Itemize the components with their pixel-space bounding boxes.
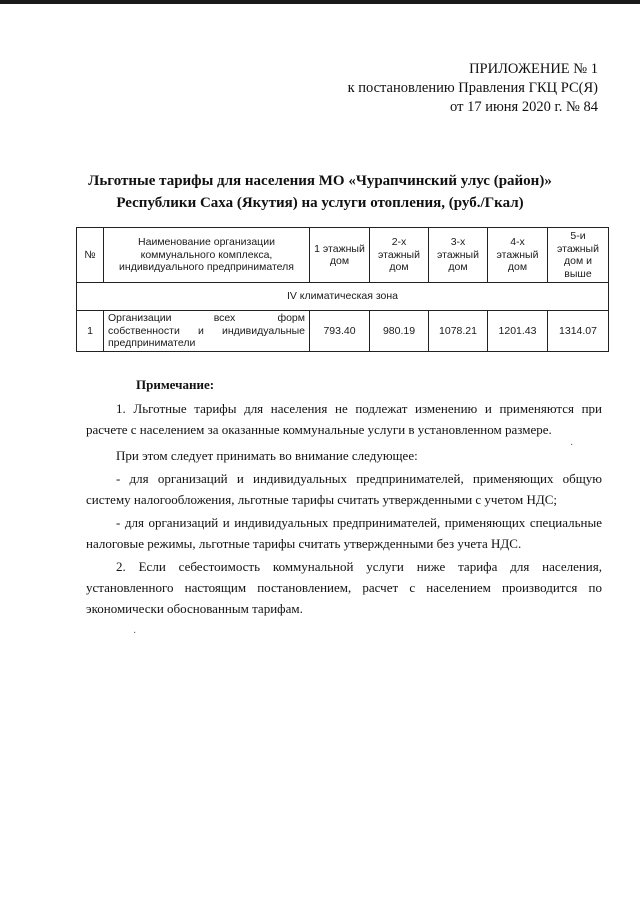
org-line-2: собственности и индивидуальные	[108, 324, 305, 337]
note-paragraph-2: При этом следует принимать во внимание следующее:	[116, 448, 418, 463]
org-line-1: Организации всех форм	[108, 312, 305, 324]
title-line-1: Льготные тарифы для населения МО «Чурапчинский улус (район)»	[88, 173, 552, 189]
scan-speck: ·	[570, 440, 574, 451]
header-organization: Наименование организации коммунального комплекса, индивидуального предпринимателя	[104, 228, 310, 283]
title-line-2: Республики Саха (Якутия) на услуги отопления, (руб./Гкал)	[116, 195, 524, 211]
value-floor-3: 1078.21	[429, 311, 488, 352]
header-floor-1: 1 этажный дом	[310, 228, 370, 283]
note-paragraph-5: 2. Если себестоимость коммунальной услуги ниже тарифа для населения, установленного настоящим постановлением, расчет с населением производится по экономически обоснованным тарифам.	[86, 559, 602, 616]
row-organization	[104, 311, 310, 352]
value-floor-5: 1314.07	[548, 311, 609, 352]
note-paragraph-1: 1. Льготные тарифы для населения не подлежат изменению и применяются при расчете с населением за оказанные коммунальные услуги в установленном размере.	[86, 401, 602, 437]
document-title	[0, 170, 640, 214]
climate-zone: IV климатическая зона	[77, 283, 609, 311]
header-floor-5: 5-и этажный дом и выше	[548, 228, 609, 283]
org-line-3: предприниматели	[108, 337, 196, 349]
note-paragraph-4: - для организаций и индивидуальных предпринимателей, применяющих специальные налоговые режимы, льготные тарифы считать утвержденными без учета НДС.	[86, 515, 602, 551]
annex-number: ПРИЛОЖЕНИЕ № 1	[469, 61, 598, 77]
row-number: 1	[77, 311, 104, 352]
annex-date: от 17 июня 2020 г. № 84	[450, 99, 598, 115]
table-row	[77, 311, 609, 352]
note-paragraph-3: - для организаций и индивидуальных предпринимателей, применяющих общую систему налогообложения, льготные тарифы считать утвержденными с учетом НДС;	[86, 471, 602, 507]
value-floor-1: 793.40	[310, 311, 370, 352]
header-floor-3: 3-х этажный дом	[429, 228, 488, 283]
notes-heading: Примечание:	[136, 377, 215, 392]
top-border-line	[0, 0, 640, 4]
annex-header	[348, 60, 598, 117]
table-header-row	[77, 228, 609, 283]
header-floor-4: 4-х этажный дом	[488, 228, 548, 283]
scan-speck: ·	[133, 628, 137, 639]
zone-row	[77, 283, 609, 311]
tariff-table	[76, 227, 609, 352]
value-floor-4: 1201.43	[488, 311, 548, 352]
value-floor-2: 980.19	[370, 311, 429, 352]
notes-section	[86, 374, 602, 619]
header-floor-2: 2-х этажный дом	[370, 228, 429, 283]
annex-resolution: к постановлению Правления ГКЦ РС(Я)	[347, 80, 598, 96]
header-number: №	[77, 228, 104, 283]
